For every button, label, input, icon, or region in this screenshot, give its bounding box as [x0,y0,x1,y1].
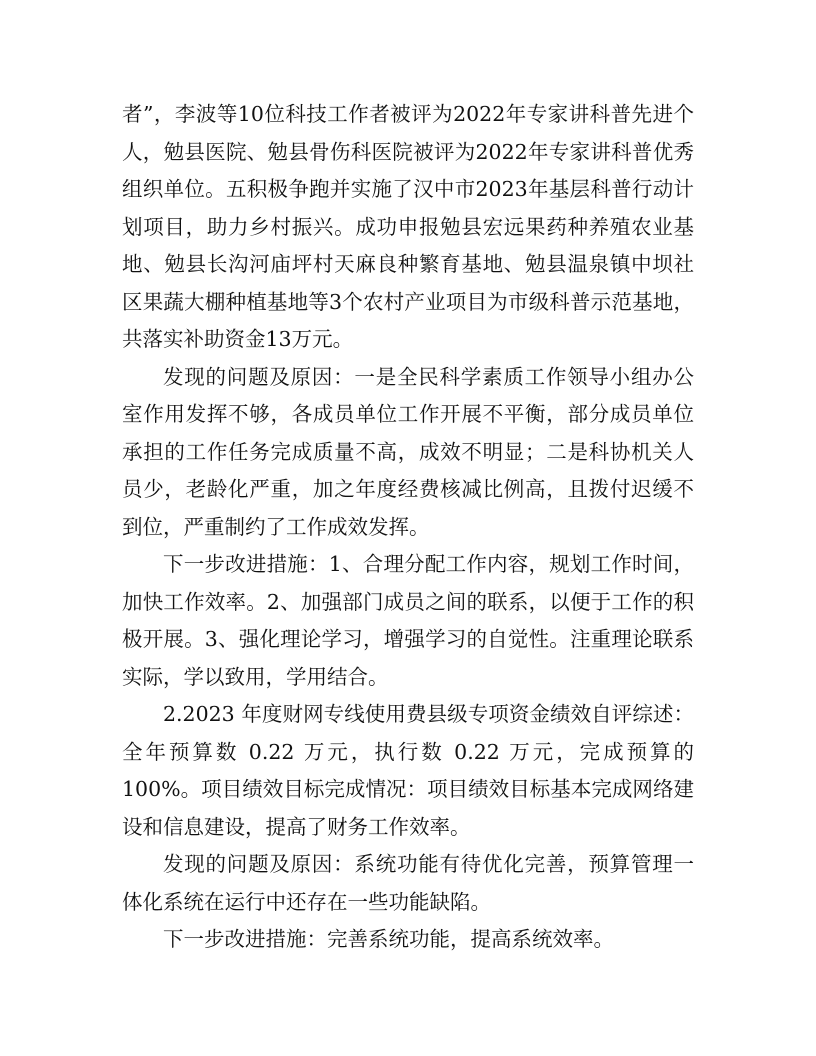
paragraph-fund-review: 2.2023 年度财网专线使用费县级专项资金绩效自评综述：全年预算数 0.22 万元，执行数 0.22 万元，完成预算的100%。项目绩效目标完成情况：项目绩效目标基本完成网络建设和信息建设，提高了财务工作效率。 [122,702,694,839]
paragraph-problems-2: 发现的问题及原因：系统功能有待优化完善，预算管理一体化系统在运行中还存在一些功能缺陷。 [122,852,694,914]
paragraph-continued: 者”，李波等10位科技工作者被评为2022年专家讲科普先进个人，勉县医院、勉县骨伤科医院被评为2022年专家讲科普优秀组织单位。五积极争跑并实施了汉中市2023年基层科普行动计划项目，助力乡村振兴。成功申报勉县宏远果药种养殖农业基地、勉县长沟河庙坪村天麻良种繁育基地、勉县温泉镇中坝社区果蔬大棚种植基地等3个农村产业项目为市级科普示范基地，共落实补助资金13万元。 [122,102,694,351]
document-body [122,96,694,959]
paragraph-problems-1: 发现的问题及原因：一是全民科学素质工作领导小组办公室作用发挥不够，各成员单位工作开展不平衡，部分成员单位承担的工作任务完成质量不高，成效不明显；二是科协机关人员少，老龄化严重，加之年度经费核减比例高，且拨付迟缓不到位，严重制约了工作成效发挥。 [122,364,694,539]
paragraph-improvements-1: 下一步改进措施：1、合理分配工作内容，规划工作时间，加快工作效率。2、加强部门成员之间的联系，以便于工作的积极开展。3、强化理论学习，增强学习的自觉性。注重理论联系实际，学以致用，学用结合。 [122,552,694,689]
paragraph-improvements-2: 下一步改进措施：完善系统功能，提高系统效率。 [163,927,614,951]
